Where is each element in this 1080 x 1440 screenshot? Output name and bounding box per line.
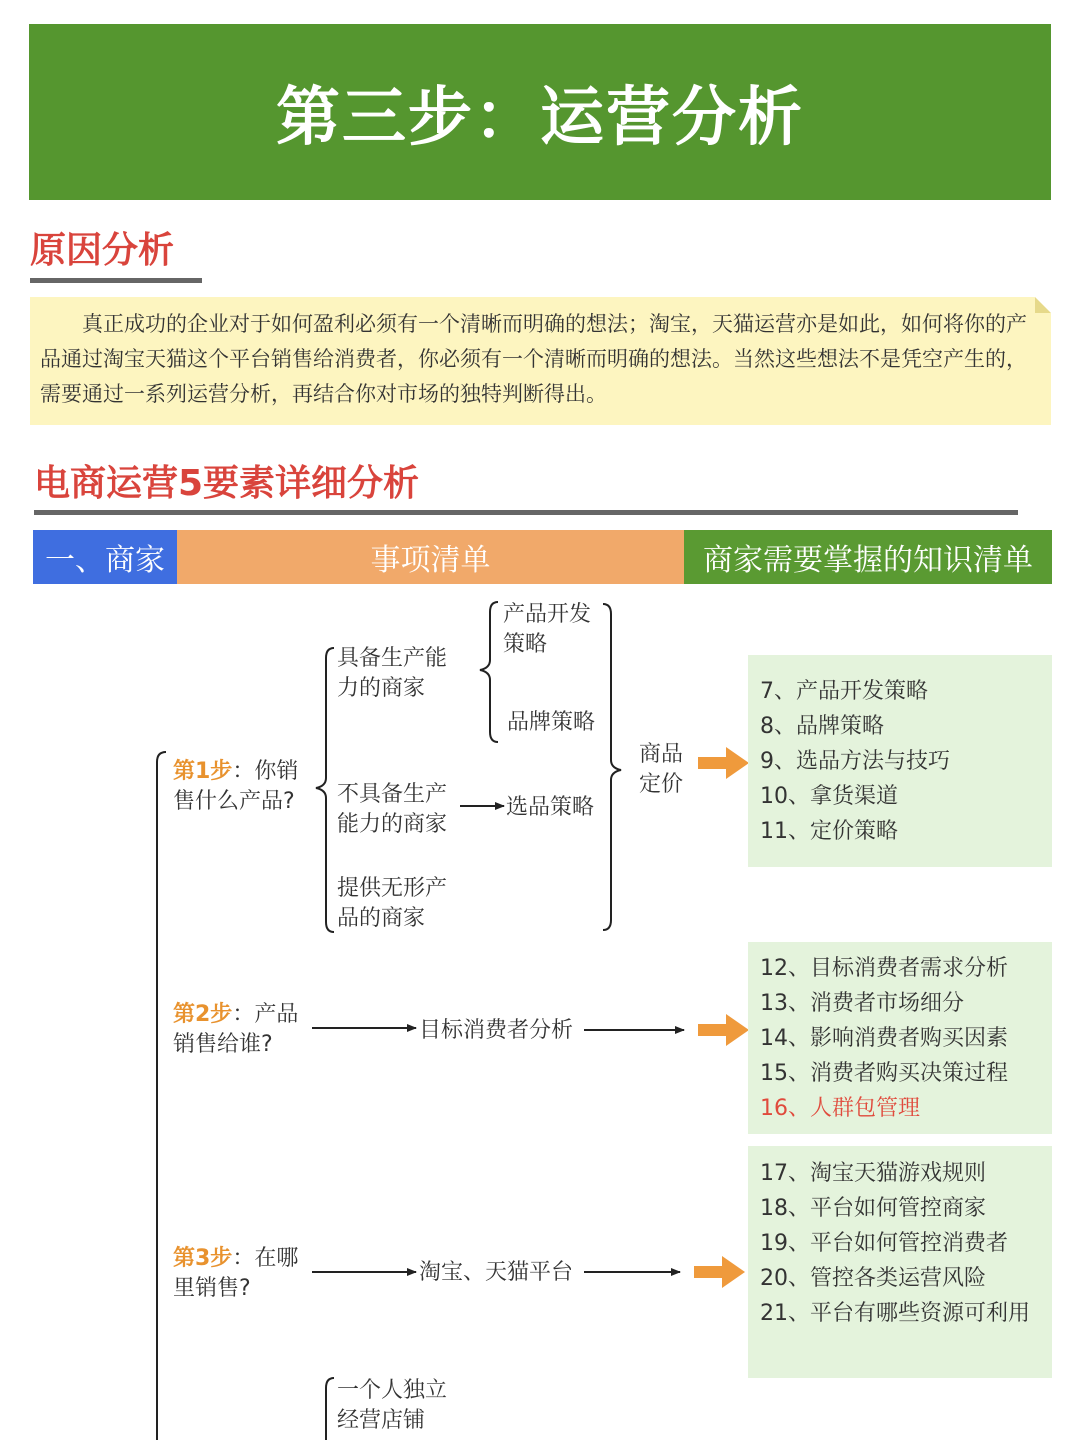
knowledge-item: 17、淘宝天猫游戏规则 xyxy=(760,1161,986,1186)
section-title-elements: 电商运营5要素详细分析 xyxy=(34,463,420,504)
knowledge-box-3 xyxy=(748,1146,1052,1378)
knowledge-item: 15、消费者购买决策过程 xyxy=(760,1061,1008,1086)
knowledge-item: 13、消费者市场细分 xyxy=(760,991,964,1016)
knowledge-item: 7、产品开发策略 xyxy=(760,679,928,704)
platform-node: 淘宝、天猫平台 xyxy=(419,1260,574,1285)
section-title-reason: 原因分析 xyxy=(30,230,175,271)
knowledge-item: 8、品牌策略 xyxy=(760,714,884,739)
knowledge-item: 12、目标消费者需求分析 xyxy=(760,956,1008,981)
knowledge-item: 9、选品方法与技巧 xyxy=(760,749,950,774)
pricing-brace xyxy=(603,604,621,930)
header-merchant-label: 一、商家 xyxy=(45,543,165,578)
main-brace xyxy=(157,752,166,1440)
step3-node xyxy=(173,1244,309,1304)
step2-node xyxy=(173,1000,309,1060)
step2-label: 第2步 xyxy=(173,1002,233,1027)
branch-no-production: 不具备生产能力的商家 xyxy=(337,782,448,837)
knowledge-item: 18、平台如何管控商家 xyxy=(760,1196,986,1221)
step1-label: 第1步 xyxy=(173,759,233,784)
knowledge-item: 11、定价策略 xyxy=(760,819,898,844)
branch-has-production: 具备生产能力的商家 xyxy=(337,646,448,701)
step4-brace xyxy=(326,1378,334,1440)
branch-intangible: 提供无形产品的商家 xyxy=(337,876,448,931)
knowledge-item: 10、拿货渠道 xyxy=(760,784,898,809)
page-title: 第三步：运营分析 xyxy=(276,81,804,155)
step1-brace xyxy=(316,648,334,932)
orange-arrow-2 xyxy=(698,1014,749,1046)
knowledge-item: 19、平台如何管控消费者 xyxy=(760,1231,1008,1256)
step2-text: ：产品销售给谁? xyxy=(173,1002,299,1057)
orange-arrow-1 xyxy=(698,747,749,779)
step3-text: ：在哪里销售? xyxy=(173,1246,299,1301)
target-consumer-analysis: 目标消费者分析 xyxy=(419,1018,574,1043)
knowledge-item-highlight: 16、人群包管理 xyxy=(760,1096,920,1121)
knowledge-item: 21、平台有哪些资源可利用 xyxy=(760,1301,1030,1326)
production-brace xyxy=(480,602,498,742)
step1-text: ：你销售什么产品? xyxy=(173,759,299,814)
header-checklist-label: 事项清单 xyxy=(370,543,491,578)
header-knowledge-label: 商家需要掌握的知识清单 xyxy=(703,543,1033,578)
knowledge-item: 14、影响消费者购买因素 xyxy=(760,1026,1008,1051)
brand-strategy: 品牌策略 xyxy=(507,710,596,735)
step1-node xyxy=(173,757,309,817)
branch-solo-store: 一个人独立经营店铺 xyxy=(337,1378,448,1433)
step3-label: 第3步 xyxy=(173,1246,233,1271)
orange-arrow-3 xyxy=(694,1256,745,1288)
selection-strategy: 选品策略 xyxy=(506,795,595,820)
knowledge-box-2 xyxy=(748,942,1052,1134)
product-dev-strategy: 产品开发策略 xyxy=(503,602,592,657)
pricing-node: 商品定价 xyxy=(639,742,684,797)
intro-text: 真正成功的企业对于如何盈利必须有一个清晰而明确的想法；淘宝，天猫运营亦是如此，如何将你的产品通过淘宝天猫这个平台销售给消费者，你必须有一个清晰而明确的想法。当然这些想法不是凭空产生的，需要通过一系列运营分析，再结合你对市场的独特判断得出。 xyxy=(40,312,1027,406)
knowledge-item: 20、管控各类运营风险 xyxy=(760,1266,986,1291)
knowledge-box-1 xyxy=(748,655,1052,867)
